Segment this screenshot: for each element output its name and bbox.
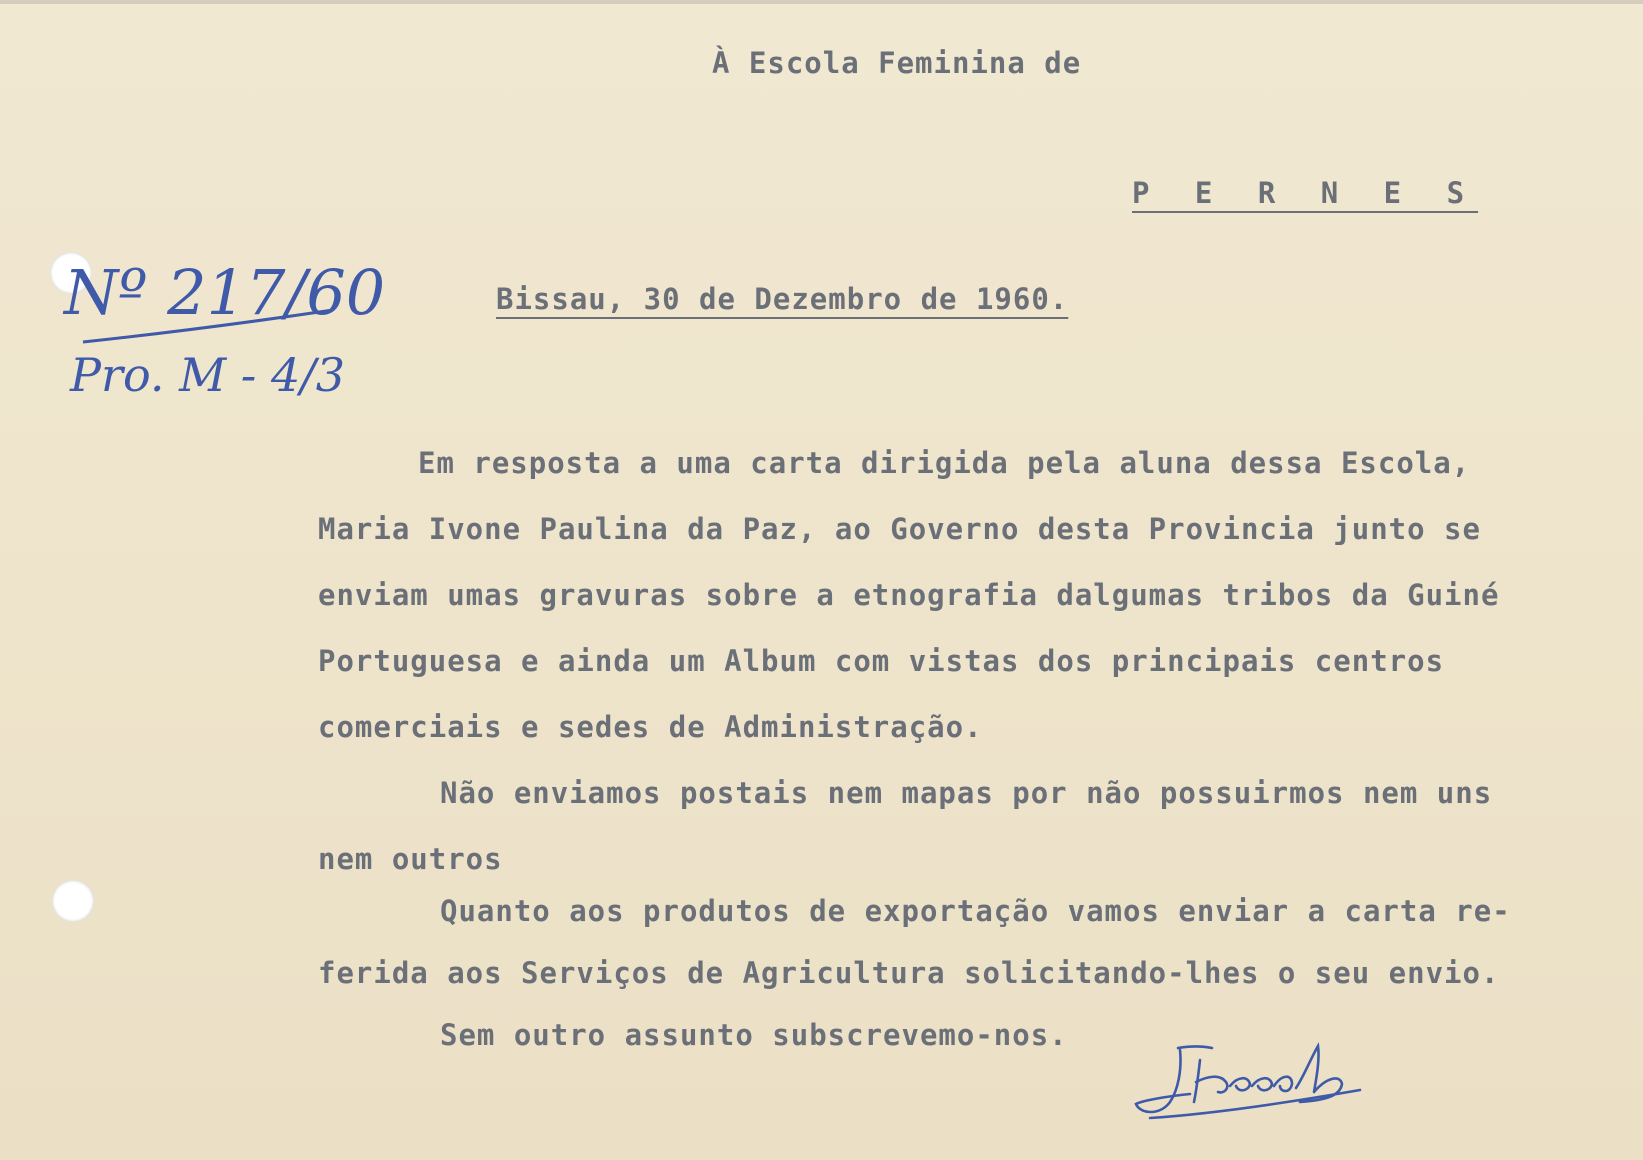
- body-line: Não enviamos postais nem mapas por não possuirmos nem uns: [440, 776, 1493, 810]
- body-line: comerciais e sedes de Administração.: [318, 710, 983, 744]
- process-code-handwritten: [70, 348, 345, 402]
- body-line: Quanto aos produtos de exportação vamos enviar a carta re-: [440, 894, 1511, 928]
- date-line: Bissau, 30 de Dezembro de 1960.: [496, 282, 1069, 316]
- reference-number: Nº 217/60: [64, 256, 386, 329]
- addressee-city: P E R N E S: [1132, 176, 1479, 210]
- process-code: Pro. M - 4/3: [70, 348, 345, 402]
- reference-underline: [78, 300, 338, 350]
- signature: [1130, 1030, 1400, 1130]
- closing-line: Sem outro assunto subscrevemo-nos.: [440, 1018, 1068, 1052]
- page-top-edge: [0, 0, 1643, 4]
- body-line: enviam umas gravuras sobre a etnografia dalgumas tribos da Guiné: [318, 578, 1500, 612]
- body-line: ferida aos Serviços de Agricultura solicitando-lhes o seu envio.: [318, 956, 1500, 990]
- punch-hole-bottom: [52, 880, 94, 922]
- body-line: Maria Ivone Paulina da Paz, ao Governo desta Provincia junto se: [318, 512, 1481, 546]
- addressee-line: À Escola Feminina de: [712, 46, 1082, 80]
- body-line: Em resposta a uma carta dirigida pela aluna dessa Escola,: [418, 446, 1471, 480]
- body-line: nem outros: [318, 842, 503, 876]
- body-line: Portuguesa e ainda um Album com vistas dos principais centros: [318, 644, 1445, 678]
